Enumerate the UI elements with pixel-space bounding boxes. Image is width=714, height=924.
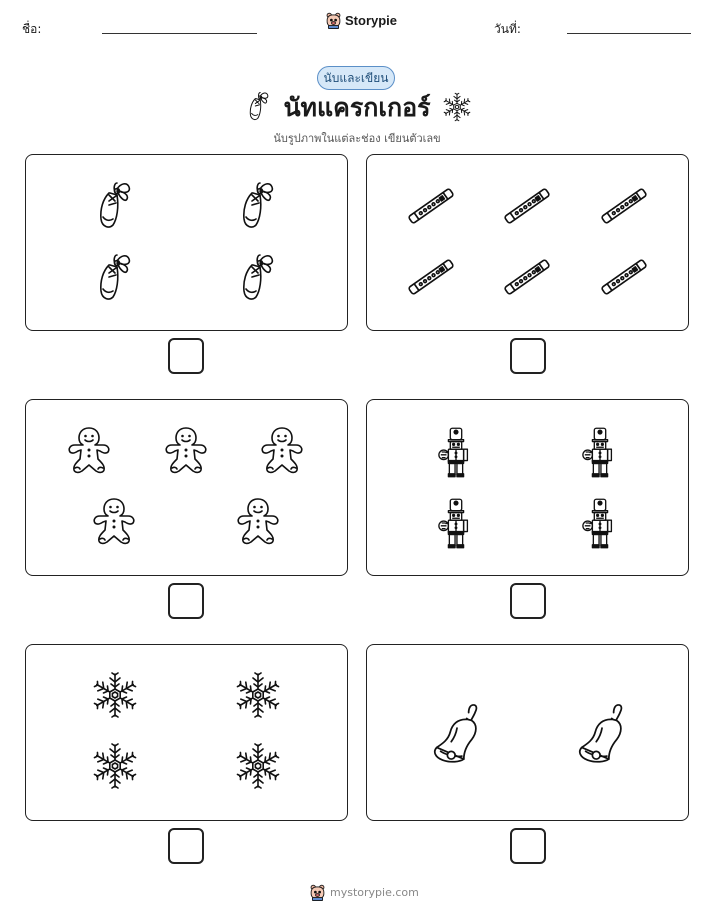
answer-box-ballet-shoes[interactable]: [168, 338, 204, 374]
ballet-shoe-icon: [238, 250, 278, 304]
nutcracker-icon: [581, 495, 619, 551]
bell-icon: [574, 700, 632, 764]
snowflake-icon: [91, 742, 139, 790]
count-panel-nutcrackers: [366, 399, 689, 576]
flute-icon: [500, 250, 554, 304]
answer-box-bells[interactable]: [510, 828, 546, 864]
ballet-shoe-icon: [95, 178, 135, 232]
snowflake-icon: [234, 742, 282, 790]
activity-badge: นับและเขียน: [317, 66, 395, 90]
nutcracker-icon: [437, 424, 475, 480]
ballet-shoe-icon: [95, 250, 135, 304]
storypie-logo: [325, 12, 397, 29]
gingerbread-man-icon: [258, 425, 306, 475]
worksheet-title: นัทแครกเกอร์: [283, 93, 431, 122]
count-panel-ballet-shoes: [25, 154, 348, 331]
storypie-mascot-icon: [325, 12, 342, 29]
nutcracker-icon: [437, 495, 475, 551]
answer-box-nutcrackers[interactable]: [510, 583, 546, 619]
gingerbread-man-icon: [90, 496, 138, 546]
answer-box-flutes[interactable]: [510, 338, 546, 374]
flute-icon: [597, 250, 651, 304]
flute-icon: [404, 179, 458, 233]
flute-icon: [404, 250, 458, 304]
date-line[interactable]: [567, 33, 691, 34]
snowflake-icon: [234, 671, 282, 719]
flute-icon: [597, 179, 651, 233]
name-line[interactable]: [102, 33, 257, 34]
instructions: นับรูปภาพในแต่ละช่อง เขียนตัวเลข: [273, 132, 441, 145]
count-panel-bells: [366, 644, 689, 821]
date-label: วันที่:: [494, 22, 521, 36]
storypie-mascot-icon: [309, 884, 326, 901]
snowflake-icon: [442, 92, 472, 122]
count-panel-snowflakes: [25, 644, 348, 821]
brand-name: Storypie: [345, 13, 398, 28]
nutcracker-icon: [581, 424, 619, 480]
footer: [309, 884, 419, 901]
name-label: ชื่อ:: [22, 22, 42, 36]
snowflake-icon: [91, 671, 139, 719]
footer-url[interactable]: mystorypie.com: [330, 886, 419, 899]
answer-box-snowflakes[interactable]: [168, 828, 204, 864]
gingerbread-man-icon: [162, 425, 210, 475]
flute-icon: [500, 179, 554, 233]
gingerbread-man-icon: [65, 425, 113, 475]
bell-icon: [429, 700, 487, 764]
ballet-shoe-icon: [238, 178, 278, 232]
answer-box-gingerbread[interactable]: [168, 583, 204, 619]
gingerbread-man-icon: [234, 496, 282, 546]
